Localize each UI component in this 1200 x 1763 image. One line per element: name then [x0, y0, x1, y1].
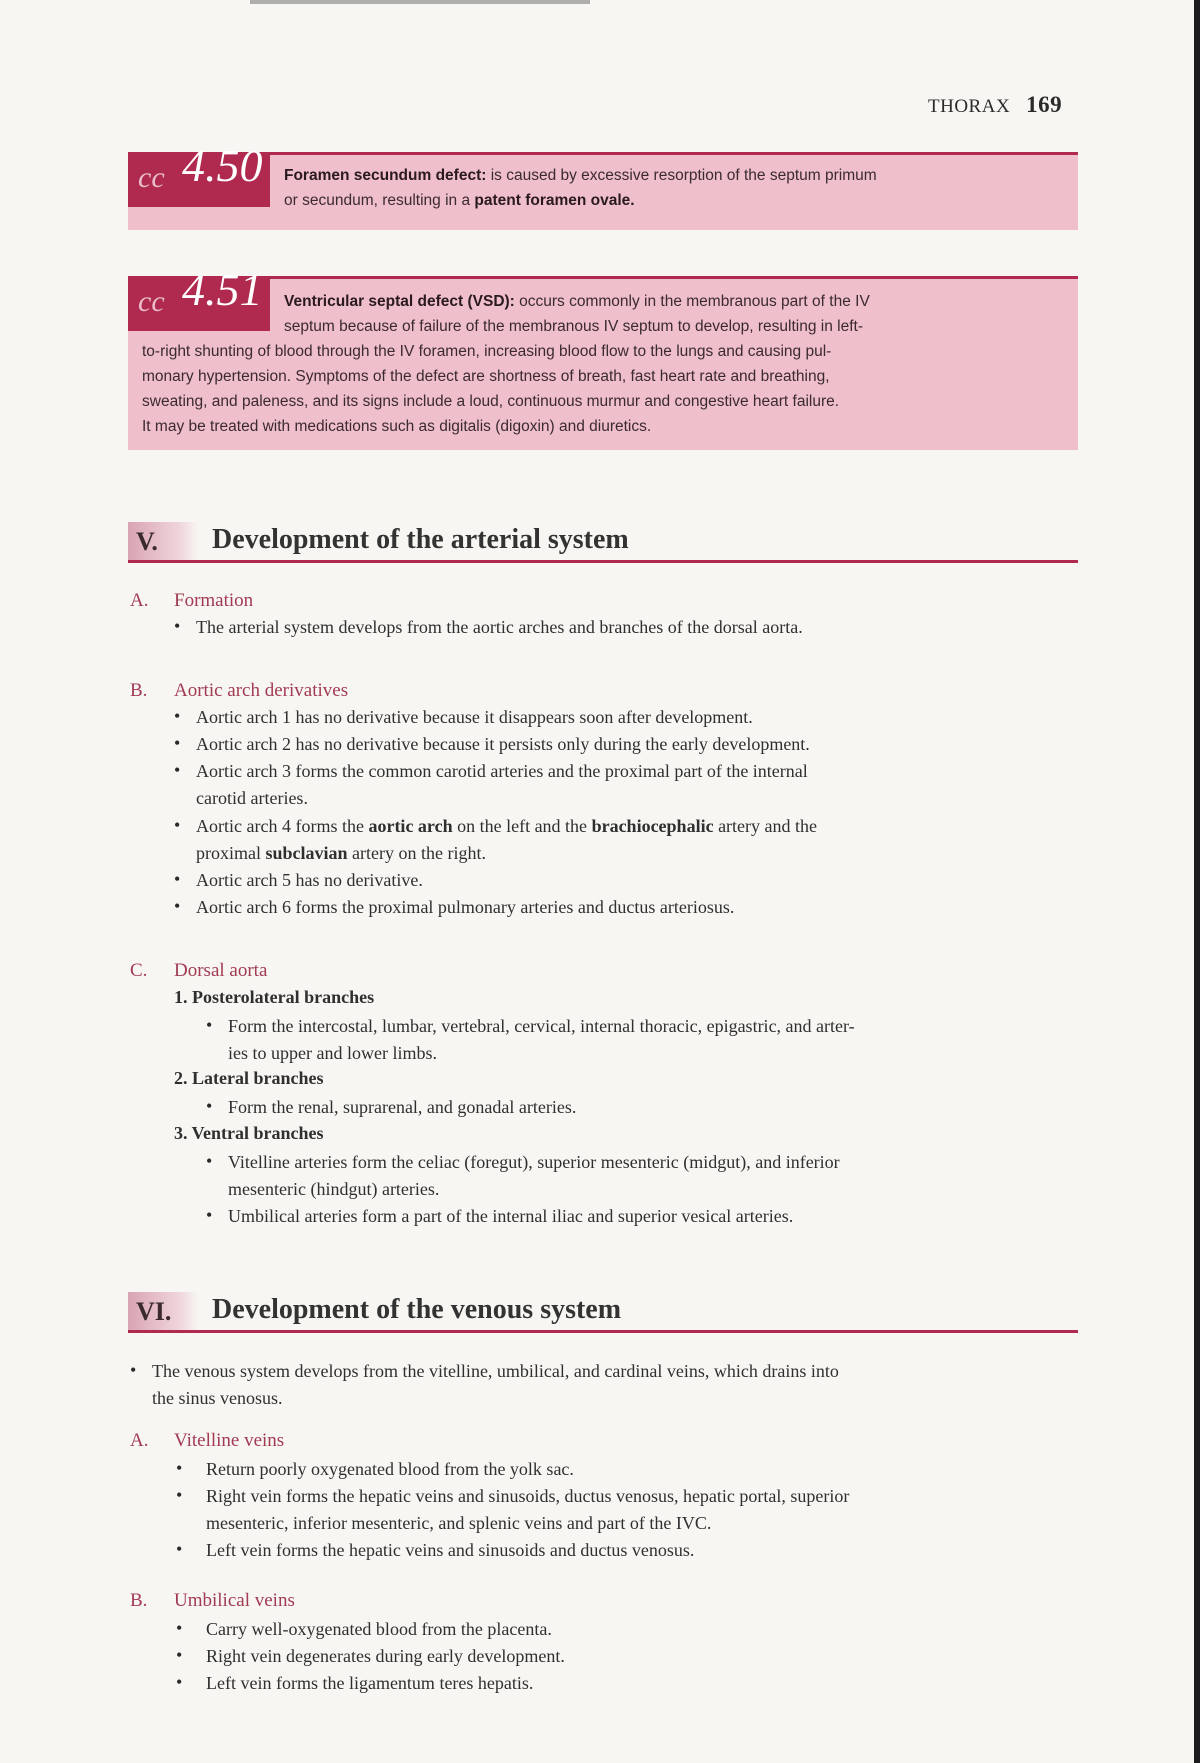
header-section: THORAX [928, 96, 1011, 117]
bullet: • [206, 1096, 213, 1116]
list-item: The arterial system develops from the aortic arches and branches of the dorsal aorta. [196, 617, 803, 637]
list-item-continued [196, 840, 486, 867]
bullet: • [176, 1645, 183, 1665]
bullet: • [174, 896, 181, 916]
list-item-continued: mesenteric, inferior mesenteric, and splenic veins and part of the IVC. [206, 1513, 712, 1533]
subsection-title: Aortic arch derivatives [174, 680, 349, 701]
bullet: • [130, 1360, 137, 1380]
subsection-letter: C. [130, 960, 148, 981]
list-item [196, 813, 817, 840]
list-item-continued: ies to upper and lower limbs. [228, 1043, 437, 1063]
text-run: Aortic arch 4 forms the [196, 816, 369, 836]
numbered-heading: 1. Posterolateral branches [174, 987, 375, 1007]
list-item: Right vein degenerates during early development. [206, 1646, 565, 1666]
bullet: • [206, 1205, 213, 1225]
clinical-correlate-4-50 [128, 140, 1078, 230]
bullet: • [176, 1618, 183, 1638]
list-item: Left vein forms the ligamentum teres hepatis. [206, 1673, 534, 1693]
paragraph-line: the sinus venosus. [152, 1388, 283, 1408]
bold-term: subclavian [265, 843, 348, 863]
cc-line: It may be treated with medications such as digitalis (digoxin) and diuretics. [142, 418, 652, 435]
text-run: proximal [196, 843, 266, 863]
cc-line: monary hypertension. Symptoms of the defect are shortness of breath, fast heart rate and breathing, [142, 368, 830, 385]
list-item: Left vein forms the hepatic veins and sinusoids and ductus venosus. [206, 1540, 695, 1560]
bullet: • [174, 815, 181, 835]
section-number: VI. [128, 1292, 198, 1330]
list-item: Aortic arch 2 has no derivative because it persists only during the early development. [196, 734, 810, 754]
subsection-a-formation [130, 590, 253, 612]
bold-term: aortic arch [368, 816, 453, 836]
running-header [928, 92, 1062, 118]
subsection-title: Vitelline veins [174, 1430, 285, 1451]
subsection-letter: B. [130, 680, 148, 701]
bullet: • [176, 1485, 183, 1505]
section-title: Development of the arterial system [212, 524, 629, 555]
subsection-letter: A. [130, 1430, 149, 1451]
cc-line: is caused by excessive resorption of the septum primum [486, 167, 877, 184]
bold-term: brachiocephalic [591, 816, 714, 836]
page-top-shadow [250, 0, 590, 4]
list-item: Vitelline arteries form the celiac (foregut), superior mesenteric (midgut), and inferior [228, 1152, 840, 1172]
bullet: • [206, 1151, 213, 1171]
cc-text [128, 264, 1078, 449]
list-item: Form the renal, suprarenal, and gonadal arteries. [228, 1097, 577, 1117]
subsection-a-vitelline [130, 1430, 284, 1452]
subsection-title: Umbilical veins [174, 1590, 295, 1611]
list-item: Carry well-oxygenated blood from the placenta. [206, 1619, 552, 1639]
cc-line: septum because of failure of the membranous IV septum to develop, resulting in left- [284, 318, 863, 335]
numbered-heading: 3. Ventral branches [174, 1123, 324, 1143]
list-item: Right vein forms the hepatic veins and sinusoids, ductus venosus, hepatic portal, superior [206, 1486, 850, 1506]
paragraph-line: The venous system develops from the vitelline, umbilical, and cardinal veins, which drains into [152, 1361, 839, 1381]
subsection-b-umbilical [130, 1590, 295, 1612]
bullet: • [176, 1458, 183, 1478]
cc-title: Ventricular septal defect (VSD): [284, 293, 515, 310]
cc-label: cc [138, 285, 165, 318]
page-number: 169 [1026, 92, 1063, 117]
cc-bold-term: patent foramen ovale. [474, 192, 635, 209]
cc-tag [128, 140, 270, 207]
bullet: • [174, 616, 181, 636]
list-item-continued: mesenteric (hindgut) arteries. [228, 1179, 440, 1199]
text-run: on the left and the [452, 816, 592, 836]
subsection-c-dorsal-aorta [130, 960, 267, 982]
list-item: Aortic arch 6 forms the proximal pulmonary arteries and ductus arteriosus. [196, 897, 735, 917]
bullet: • [174, 706, 181, 726]
cc-label: cc [138, 161, 165, 194]
bullet: • [174, 733, 181, 753]
section-v-heading [128, 522, 1078, 563]
section-title: Development of the venous system [212, 1294, 622, 1325]
bullet: • [206, 1015, 213, 1035]
list-item-continued: carotid arteries. [196, 788, 308, 808]
clinical-correlate-4-51 [128, 264, 1078, 450]
list-item: Aortic arch 1 has no derivative because it disappears soon after development. [196, 707, 753, 727]
list-item: Form the intercostal, lumbar, vertebral, cervical, internal thoracic, epigastric, and arter- [228, 1016, 855, 1036]
subsection-b-aortic-arch [130, 680, 348, 702]
cc-tag [128, 264, 270, 331]
cc-title: Foramen secundum defect: [284, 167, 487, 184]
bullet: • [174, 869, 181, 889]
subsection-letter: B. [130, 1590, 148, 1611]
numbered-heading: 2. Lateral branches [174, 1068, 324, 1088]
page-edge [1194, 0, 1200, 1763]
bullet: • [174, 760, 181, 780]
cc-number: 4.50 [182, 140, 263, 191]
list-item: Umbilical arteries form a part of the internal iliac and superior vesical arteries. [228, 1206, 794, 1226]
cc-line: to-right shunting of blood through the IV foramen, increasing blood flow to the lungs and causing pul- [142, 343, 832, 360]
list-item: Aortic arch 5 has no derivative. [196, 870, 423, 890]
cc-line: or secundum, resulting in a [284, 192, 475, 209]
cc-line: sweating, and paleness, and its signs include a loud, continuous murmur and congestive heart failure. [142, 393, 840, 410]
list-item: Return poorly oxygenated blood from the yolk sac. [206, 1459, 574, 1479]
text-run: artery on the right. [347, 843, 486, 863]
subsection-title: Dorsal aorta [174, 960, 268, 981]
bullet: • [176, 1672, 183, 1692]
subsection-title: Formation [174, 590, 254, 611]
text-run: artery and the [713, 816, 818, 836]
cc-text [128, 140, 1078, 223]
subsection-letter: A. [130, 590, 149, 611]
section-vi-heading [128, 1292, 1078, 1333]
cc-line: occurs commonly in the membranous part of the IV [514, 293, 870, 310]
cc-number: 4.51 [182, 264, 263, 315]
section-number: V. [128, 522, 198, 560]
bullet: • [176, 1539, 183, 1559]
list-item: Aortic arch 3 forms the common carotid arteries and the proximal part of the internal [196, 761, 808, 781]
